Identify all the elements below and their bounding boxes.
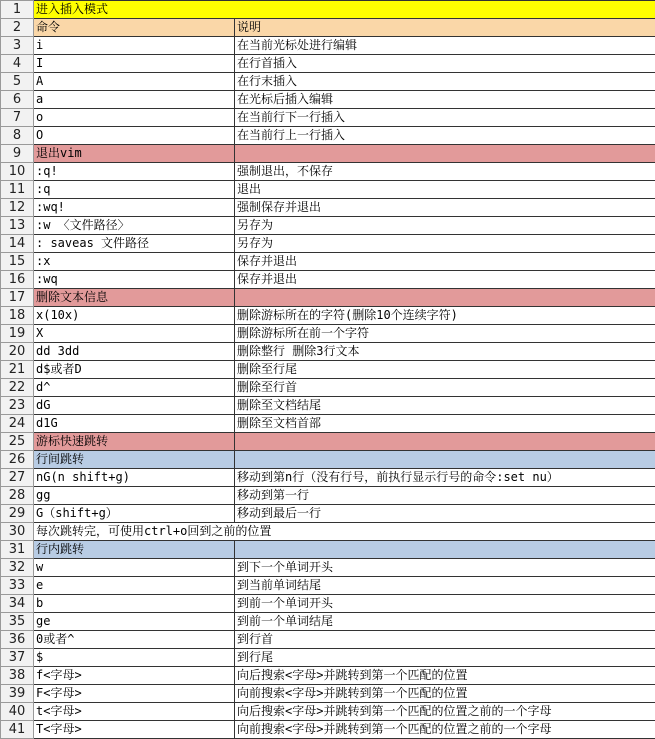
- sheet-body: [1, 1, 655, 739]
- sheet-row: [1, 199, 655, 217]
- description-cell[interactable]: 删除至行尾: [235, 361, 655, 379]
- description-cell[interactable]: 另存为: [235, 235, 655, 253]
- row-number[interactable]: 39: [1, 685, 34, 703]
- row-number[interactable]: 41: [1, 721, 34, 739]
- command-cell[interactable]: 0或者^: [34, 631, 235, 649]
- sheet-row: [1, 1, 655, 19]
- row-number[interactable]: 33: [1, 577, 34, 595]
- row-number[interactable]: 2: [1, 19, 34, 37]
- description-cell[interactable]: 向后搜索<字母>并跳转到第一个匹配的位置: [235, 667, 655, 685]
- description-cell[interactable]: 到前一个单词开头: [235, 595, 655, 613]
- sheet-row: [1, 19, 655, 37]
- row-number[interactable]: 11: [1, 181, 34, 199]
- description-cell[interactable]: 删除至文档结尾: [235, 397, 655, 415]
- command-cell[interactable]: I: [34, 55, 235, 73]
- command-cell[interactable]: : saveas 文件路径: [34, 235, 235, 253]
- row-number[interactable]: 6: [1, 91, 34, 109]
- description-cell[interactable]: 向前搜索<字母>并跳转到第一个匹配的位置: [235, 685, 655, 703]
- row-number[interactable]: 7: [1, 109, 34, 127]
- description-cell[interactable]: 向前搜索<字母>并跳转到第一个匹配的位置之前的一个字母: [235, 721, 655, 739]
- command-cell[interactable]: w: [34, 559, 235, 577]
- description-cell[interactable]: 到前一个单词结尾: [235, 613, 655, 631]
- row-number[interactable]: 26: [1, 451, 34, 469]
- description-cell[interactable]: 在当前光标处进行编辑: [235, 37, 655, 55]
- command-cell[interactable]: e: [34, 577, 235, 595]
- sheet-row: [1, 73, 655, 91]
- sheet-row: [1, 649, 655, 667]
- description-cell[interactable]: 说明: [235, 19, 655, 37]
- description-cell[interactable]: 在当前行下一行插入: [235, 109, 655, 127]
- row-number[interactable]: 5: [1, 73, 34, 91]
- row-number[interactable]: 36: [1, 631, 34, 649]
- sheet-row: [1, 721, 655, 739]
- description-cell[interactable]: 到下一个单词开头: [235, 559, 655, 577]
- row-number[interactable]: 40: [1, 703, 34, 721]
- sheet-row: [1, 667, 655, 685]
- description-cell[interactable]: 退出: [235, 181, 655, 199]
- row-number[interactable]: 30: [1, 523, 34, 541]
- sheet-row: [1, 631, 655, 649]
- sheet-row: [1, 307, 655, 325]
- sheet-row: [1, 415, 655, 433]
- row-number[interactable]: 24: [1, 415, 34, 433]
- row-number[interactable]: 4: [1, 55, 34, 73]
- description-cell[interactable]: 删除游标所在的字符(删除10个连续字符): [235, 307, 655, 325]
- command-cell[interactable]: 命令: [34, 19, 235, 37]
- command-cell[interactable]: 游标快速跳转: [34, 433, 235, 451]
- command-cell[interactable]: nG(n shift+g): [34, 469, 235, 487]
- description-cell[interactable]: 删除游标所在前一个字符: [235, 325, 655, 343]
- sheet-row: [1, 109, 655, 127]
- sheet-row: [1, 181, 655, 199]
- sheet-row: [1, 217, 655, 235]
- command-cell[interactable]: t<字母>: [34, 703, 235, 721]
- description-cell[interactable]: 保存并退出: [235, 253, 655, 271]
- command-cell[interactable]: O: [34, 127, 235, 145]
- description-cell[interactable]: 保存并退出: [235, 271, 655, 289]
- sheet-row: [1, 127, 655, 145]
- command-cell[interactable]: 退出vim: [34, 145, 235, 163]
- row-number[interactable]: 19: [1, 325, 34, 343]
- command-cell[interactable]: d^: [34, 379, 235, 397]
- description-cell[interactable]: [235, 541, 655, 559]
- command-cell[interactable]: :wq!: [34, 199, 235, 217]
- description-cell[interactable]: 移动到第一行: [235, 487, 655, 505]
- sheet-row: [1, 325, 655, 343]
- row-number[interactable]: 35: [1, 613, 34, 631]
- command-cell[interactable]: a: [34, 91, 235, 109]
- description-cell[interactable]: 强制退出，不保存: [235, 163, 655, 181]
- sheet-row: [1, 91, 655, 109]
- row-number[interactable]: 38: [1, 667, 34, 685]
- sheet-row: [1, 541, 655, 559]
- row-number[interactable]: 22: [1, 379, 34, 397]
- sheet-row: [1, 613, 655, 631]
- command-cell[interactable]: ge: [34, 613, 235, 631]
- sheet-row: [1, 595, 655, 613]
- description-cell[interactable]: 强制保存并退出: [235, 199, 655, 217]
- row-number[interactable]: 27: [1, 469, 34, 487]
- row-number[interactable]: 14: [1, 235, 34, 253]
- row-number[interactable]: 1: [1, 1, 34, 19]
- row-number[interactable]: 34: [1, 595, 34, 613]
- sheet-row: [1, 343, 655, 361]
- row-number[interactable]: 10: [1, 163, 34, 181]
- command-cell[interactable]: 行内跳转: [34, 541, 235, 559]
- merged-cell[interactable]: 进入插入模式: [34, 1, 655, 19]
- description-cell[interactable]: 在光标后插入编辑: [235, 91, 655, 109]
- command-cell[interactable]: gg: [34, 487, 235, 505]
- command-cell[interactable]: A: [34, 73, 235, 91]
- row-number[interactable]: 12: [1, 199, 34, 217]
- sheet-row: [1, 577, 655, 595]
- command-cell[interactable]: :q!: [34, 163, 235, 181]
- row-number[interactable]: 15: [1, 253, 34, 271]
- row-number[interactable]: 28: [1, 487, 34, 505]
- row-number[interactable]: 8: [1, 127, 34, 145]
- row-number[interactable]: 31: [1, 541, 34, 559]
- command-cell[interactable]: $: [34, 649, 235, 667]
- description-cell[interactable]: 到行尾: [235, 649, 655, 667]
- row-number[interactable]: 3: [1, 37, 34, 55]
- command-cell[interactable]: o: [34, 109, 235, 127]
- description-cell[interactable]: [235, 145, 655, 163]
- row-number[interactable]: 16: [1, 271, 34, 289]
- row-number[interactable]: 18: [1, 307, 34, 325]
- sheet-row: [1, 271, 655, 289]
- command-cell[interactable]: b: [34, 595, 235, 613]
- command-cell[interactable]: x(10x): [34, 307, 235, 325]
- command-cell[interactable]: G（shift+g）: [34, 505, 235, 523]
- description-cell[interactable]: 删除整行 删除3行文本: [235, 343, 655, 361]
- row-number[interactable]: 17: [1, 289, 34, 307]
- command-cell[interactable]: X: [34, 325, 235, 343]
- sheet-row: [1, 433, 655, 451]
- description-cell[interactable]: 到当前单词结尾: [235, 577, 655, 595]
- sheet-row: [1, 505, 655, 523]
- sheet-row: [1, 703, 655, 721]
- description-cell[interactable]: 在当前行上一行插入: [235, 127, 655, 145]
- description-cell[interactable]: 删除至文档首部: [235, 415, 655, 433]
- row-number[interactable]: 23: [1, 397, 34, 415]
- row-number[interactable]: 25: [1, 433, 34, 451]
- description-cell[interactable]: 另存为: [235, 217, 655, 235]
- sheet-row: [1, 379, 655, 397]
- command-cell[interactable]: :w 〈文件路径〉: [34, 217, 235, 235]
- merged-cell[interactable]: 每次跳转完，可使用ctrl+o回到之前的位置: [34, 523, 655, 541]
- description-cell[interactable]: 移动到第n行（没有行号，前执行显示行号的命令:set nu）: [235, 469, 655, 487]
- command-cell[interactable]: :x: [34, 253, 235, 271]
- row-number[interactable]: 29: [1, 505, 34, 523]
- sheet-row: [1, 451, 655, 469]
- command-cell[interactable]: :wq: [34, 271, 235, 289]
- command-cell[interactable]: F<字母>: [34, 685, 235, 703]
- command-cell[interactable]: dd 3dd: [34, 343, 235, 361]
- row-number[interactable]: 13: [1, 217, 34, 235]
- sheet-row: [1, 289, 655, 307]
- row-number[interactable]: 37: [1, 649, 34, 667]
- description-cell[interactable]: [235, 289, 655, 307]
- sheet-row: [1, 253, 655, 271]
- command-cell[interactable]: dG: [34, 397, 235, 415]
- description-cell[interactable]: 到行首: [235, 631, 655, 649]
- sheet-row: [1, 55, 655, 73]
- row-number[interactable]: 9: [1, 145, 34, 163]
- command-cell[interactable]: 删除文本信息: [34, 289, 235, 307]
- sheet-row: [1, 523, 655, 541]
- description-cell[interactable]: 在行首插入: [235, 55, 655, 73]
- sheet-row: [1, 469, 655, 487]
- description-cell[interactable]: 移动到最后一行: [235, 505, 655, 523]
- command-cell[interactable]: 行间跳转: [34, 451, 235, 469]
- sheet-row: [1, 163, 655, 181]
- description-cell[interactable]: 向后搜索<字母>并跳转到第一个匹配的位置之前的一个字母: [235, 703, 655, 721]
- row-number[interactable]: 21: [1, 361, 34, 379]
- command-cell[interactable]: :q: [34, 181, 235, 199]
- row-number[interactable]: 20: [1, 343, 34, 361]
- row-number[interactable]: 32: [1, 559, 34, 577]
- sheet-row: [1, 397, 655, 415]
- description-cell[interactable]: [235, 451, 655, 469]
- sheet-row: [1, 487, 655, 505]
- sheet-row: [1, 685, 655, 703]
- command-cell[interactable]: f<字母>: [34, 667, 235, 685]
- description-cell[interactable]: 删除至行首: [235, 379, 655, 397]
- sheet-row: [1, 37, 655, 55]
- command-cell[interactable]: d1G: [34, 415, 235, 433]
- description-cell[interactable]: [235, 433, 655, 451]
- sheet-row: [1, 559, 655, 577]
- description-cell[interactable]: 在行末插入: [235, 73, 655, 91]
- sheet-row: [1, 145, 655, 163]
- command-cell[interactable]: T<字母>: [34, 721, 235, 739]
- sheet-row: [1, 361, 655, 379]
- sheet-row: [1, 235, 655, 253]
- command-cell[interactable]: d$或者D: [34, 361, 235, 379]
- command-cell[interactable]: i: [34, 37, 235, 55]
